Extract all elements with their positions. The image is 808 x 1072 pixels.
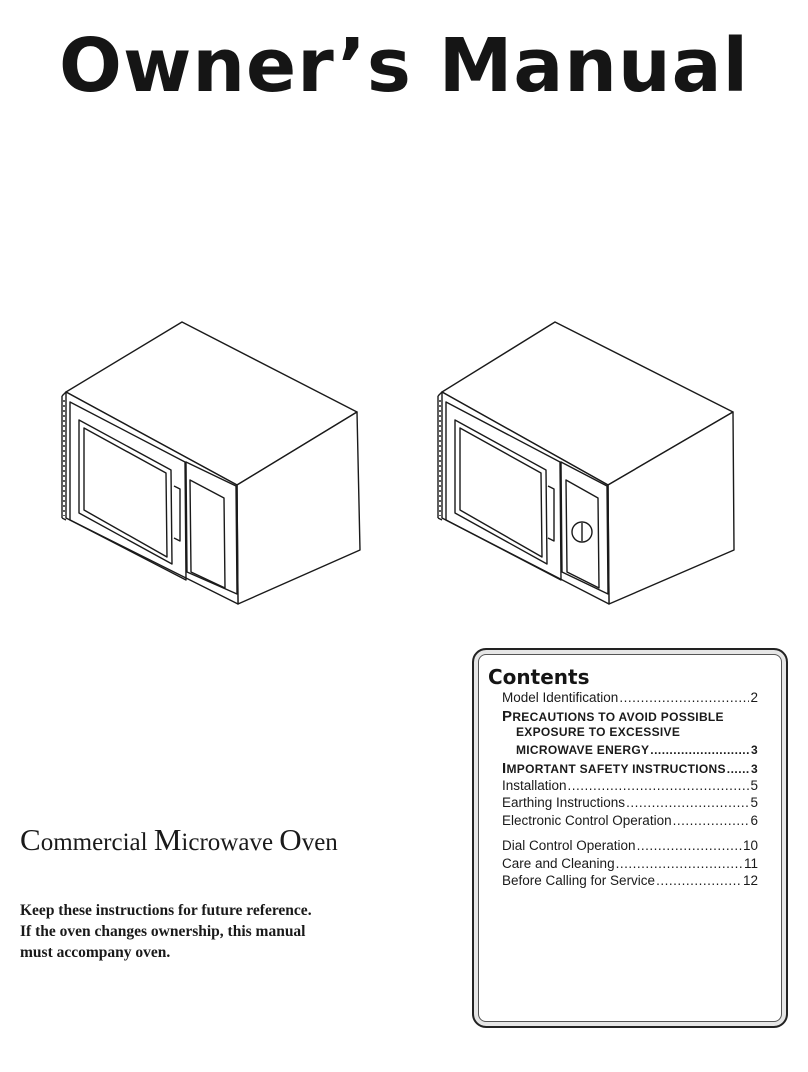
toc-care-cleaning[interactable]: Care and Cleaning ..... 11 (502, 856, 758, 874)
toc-precautions-line-1[interactable]: PRECAUTIONS TO AVOID POSSIBLE (502, 707, 724, 725)
table-of-contents (502, 690, 758, 891)
toc-precautions-line-3: MICROWAVE ENERGY ..... 3 (502, 743, 758, 761)
microwave-electronic-icon (62, 322, 360, 604)
note-line-3: must accompany oven. (20, 944, 171, 961)
product-name (20, 822, 338, 858)
toc-important-safety[interactable]: IMPORTANT SAFETY INSTRUCTIONS ..... 3 (502, 760, 758, 778)
product-rest-1: ommercial (40, 829, 154, 856)
product-rest-2: icrowave (181, 829, 280, 856)
toc-installation[interactable]: Installation ..... 5 (502, 778, 758, 796)
toc-earthing[interactable]: Earthing Instructions ..... 5 (502, 795, 758, 813)
manual-title: Owner’s Manual (59, 23, 749, 109)
retention-note (20, 900, 380, 963)
product-rest-3: ven (301, 829, 338, 856)
toc-electronic-control[interactable]: Electronic Control Operation ..... 6 (502, 813, 758, 831)
product-cap-2: M (153, 822, 182, 857)
toc-before-calling[interactable]: Before Calling for Service ..... 12 (502, 873, 758, 891)
product-cap-1: C (20, 822, 41, 857)
product-cap-3: O (279, 822, 302, 857)
note-line-1: Keep these instructions for future reference. (20, 902, 312, 919)
microwave-illustrations (0, 310, 808, 620)
note-line-2: If the oven changes ownership, this manual (20, 923, 306, 940)
toc-model-identification[interactable]: Model Identification ..... 2 (502, 690, 758, 708)
toc-dial-control[interactable]: Dial Control Operation ..... 10 (502, 838, 758, 856)
toc-precautions-line-2: EXPOSURE TO EXCESSIVE (516, 725, 681, 739)
contents-heading: Contents (488, 665, 590, 689)
microwave-dial-icon (438, 322, 734, 604)
contents-panel (472, 648, 788, 1028)
